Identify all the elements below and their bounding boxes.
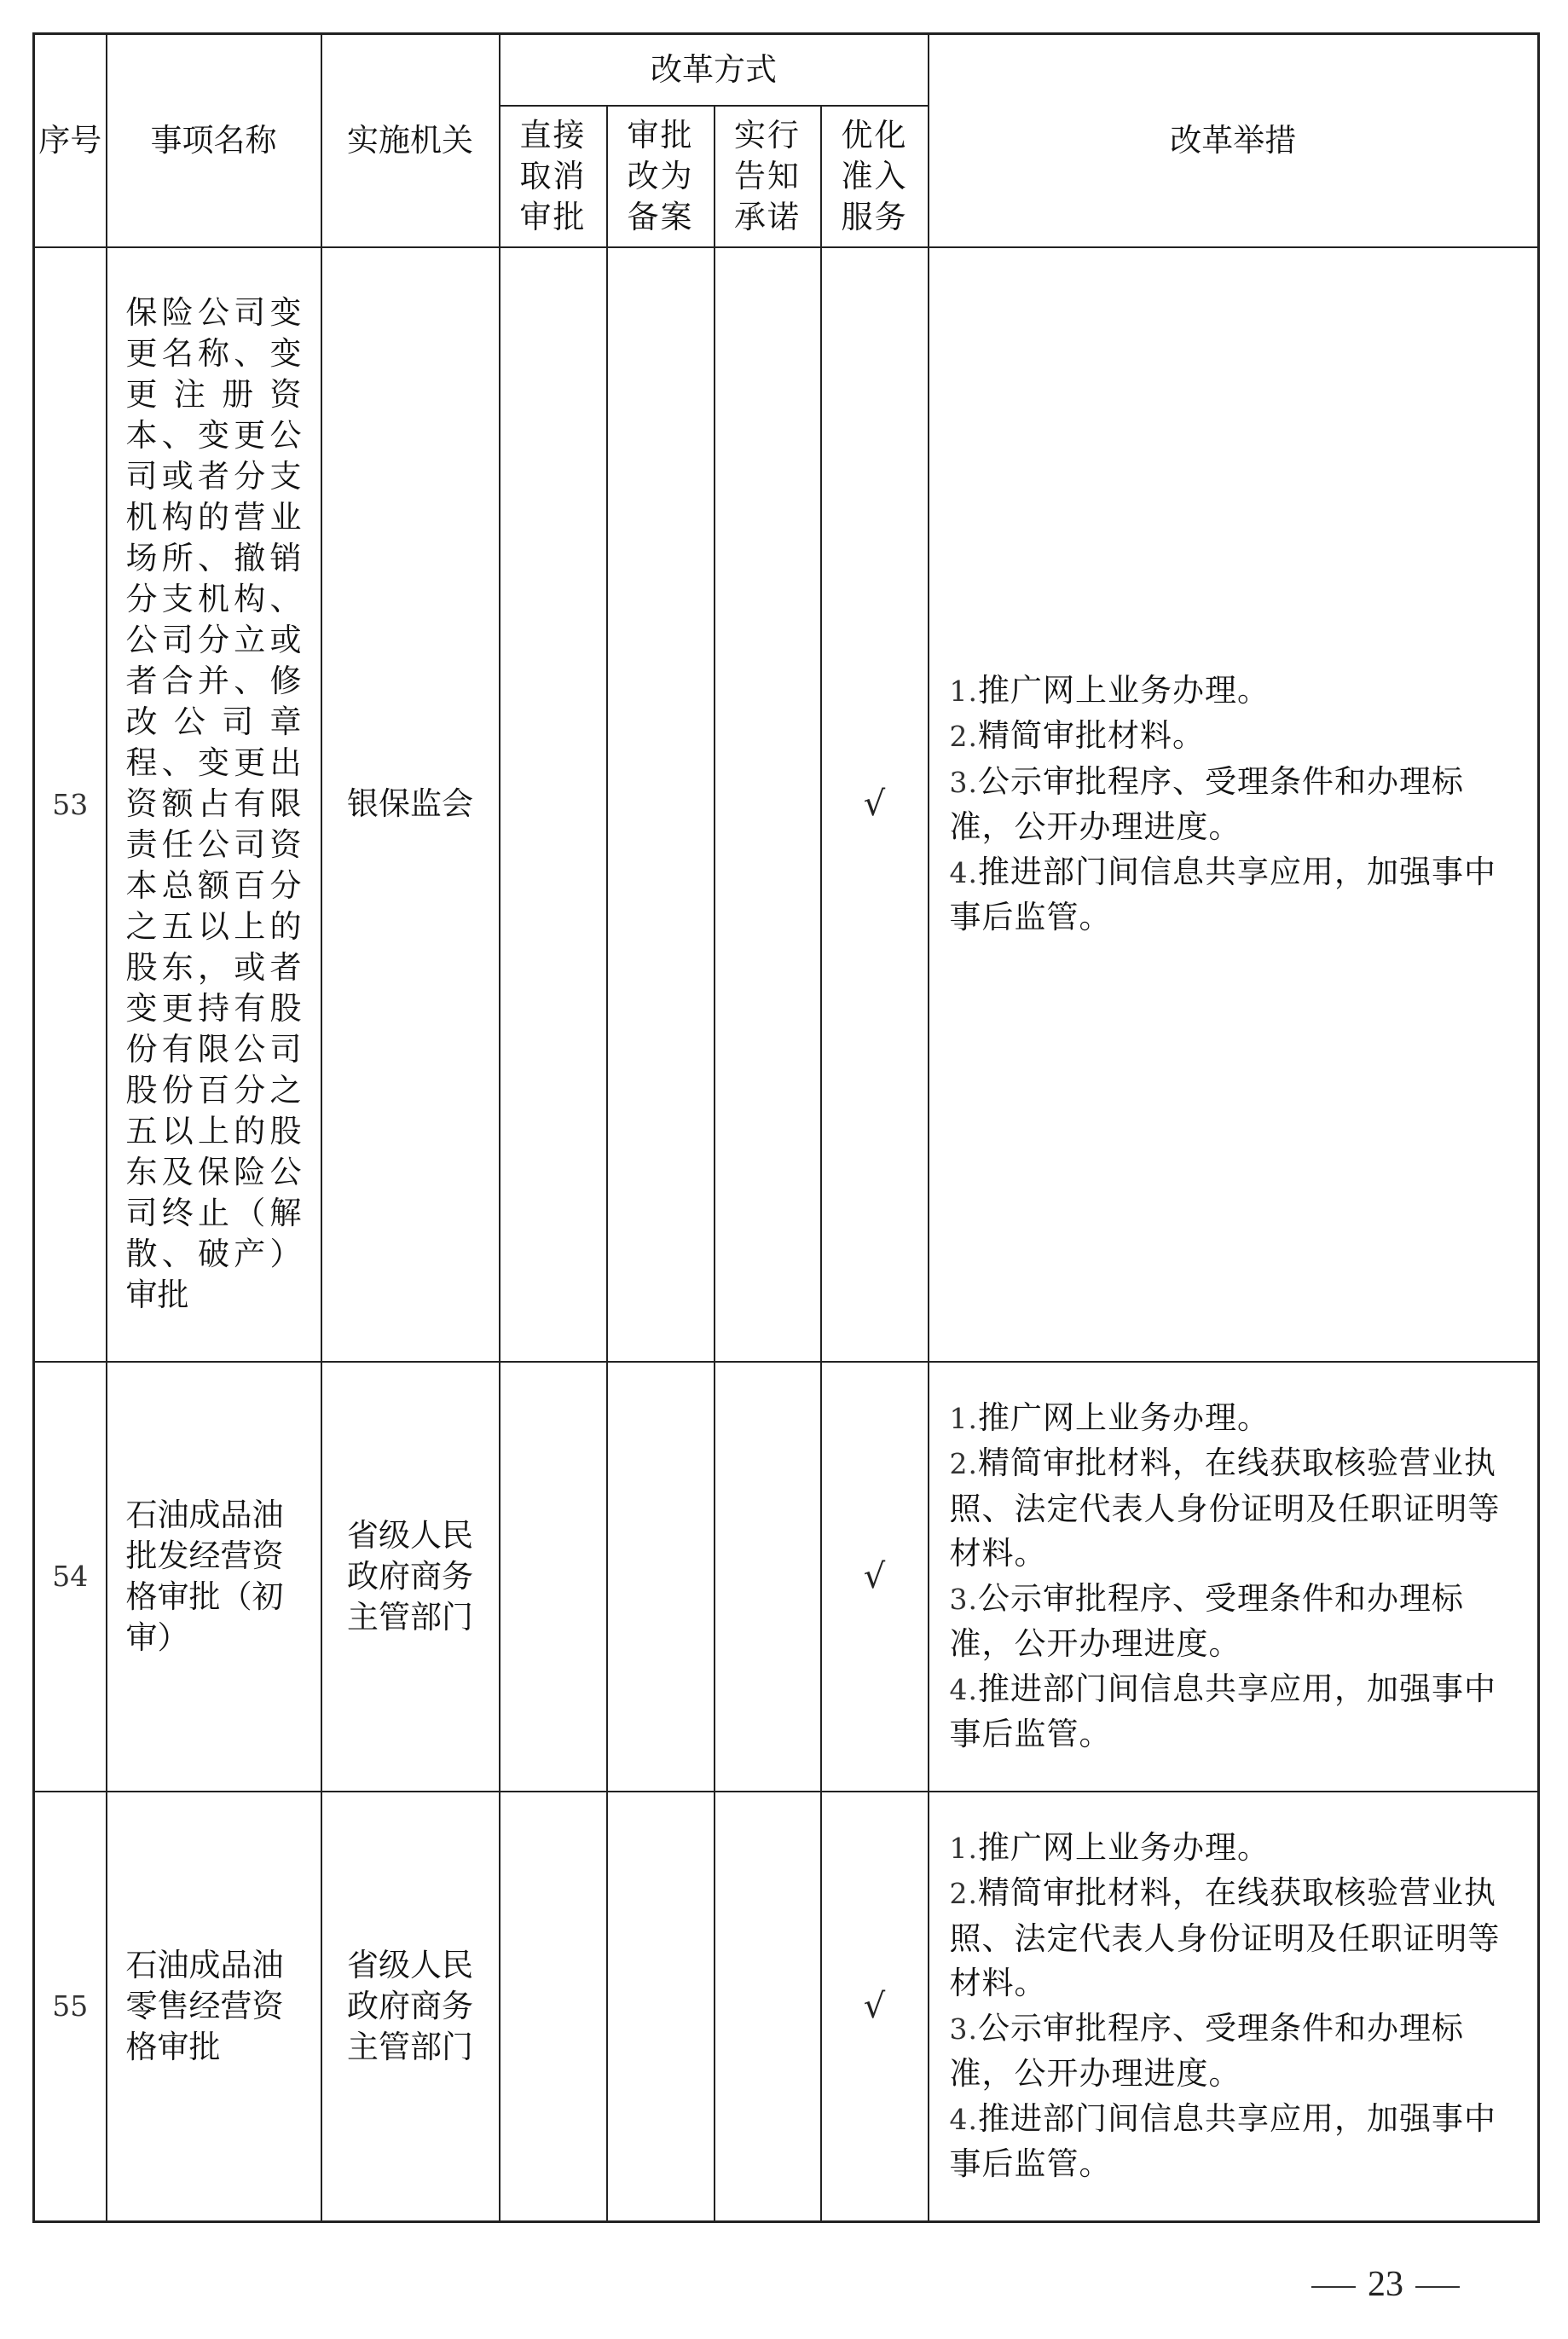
row-method-notify [715,1362,821,1792]
row-seq: 53 [34,247,107,1362]
table-row [34,1362,1539,1792]
dash-right [1415,2286,1460,2288]
header-row-top [34,34,1539,106]
reform-table [32,32,1540,2223]
header-method-group: 改革方式 [500,34,929,106]
measure-item: 1.推广网上业务办理。 [949,1398,1270,1436]
row-method-optimize-check: √ [821,1792,929,2222]
header-seq: 序号 [34,34,107,247]
header-measures: 改革举措 [929,34,1539,247]
header-method-optimize: 优化准入服务 [821,106,929,247]
measure-item: 4.推进部门间信息共享应用，加强事中事后监管。 [949,1670,1496,1752]
row-agency: 银保监会 [321,247,500,1362]
row-agency: 省级人民政府商务主管部门 [321,1792,500,2222]
measure-item: 4.推进部门间信息共享应用，加强事中事后监管。 [949,2099,1496,2183]
row-method-cancel [500,1362,607,1792]
row-method-optimize-check: √ [821,1362,929,1792]
row-method-record [607,247,715,1362]
row-name: 石油成品油零售经营资格审批 [107,1792,321,2222]
header-agency: 实施机关 [321,34,500,247]
dash-left [1311,2286,1356,2288]
measure-item: 2.精简审批材料。 [949,717,1205,754]
row-method-notify [715,1792,821,2222]
row-measures [929,1362,1539,1792]
row-seq: 54 [34,1362,107,1792]
table-row [34,1792,1539,2222]
row-method-optimize-check: √ [821,247,929,1362]
page-number [1279,2264,1492,2315]
measure-item: 2.精简审批材料，在线获取核验营业执照、法定代表人身份证明及任职证明等材料。 [949,1874,1501,2002]
header-method-record: 审批改为备案 [607,106,715,247]
row-agency: 省级人民政府商务主管部门 [321,1362,500,1792]
row-method-record [607,1792,715,2222]
measure-item: 3.公示审批程序、受理条件和办理标准，公开办理进度。 [949,2009,1464,2093]
row-method-record [607,1362,715,1792]
row-name: 石油成品油批发经营资格审批（初审） [107,1362,321,1792]
measure-item: 4.推进部门间信息共享应用，加强事中事后监管。 [949,853,1496,935]
table-row [34,247,1539,1362]
measure-item: 1.推广网上业务办理。 [949,1828,1270,1866]
measure-item: 3.公示审批程序、受理条件和办理标准，公开办理进度。 [949,762,1464,845]
row-method-cancel [500,1792,607,2222]
row-method-cancel [500,247,607,1362]
header-name: 事项名称 [107,34,321,247]
header-method-notify: 实行告知承诺 [715,106,821,247]
row-measures [929,1792,1539,2222]
row-method-notify [715,247,821,1362]
measure-item: 1.推广网上业务办理。 [949,671,1270,709]
measure-item: 2.精简审批材料，在线获取核验营业执照、法定代表人身份证明及任职证明等材料。 [949,1445,1501,1572]
row-name: 保险公司变更名称、变更注册资本、变更公司或者分支机构的营业场所、撤销分支机构、公司分立或者合并、修改公司章程、变更出资额占有限责任公司资本总额百分之五以上的股东，或者变更持有股份有限公司股份百分之五以上的股东及保险公司终止（解散、破产）审批 [107,247,321,1362]
header-method-cancel: 直接取消审批 [500,106,607,247]
row-measures [929,247,1539,1362]
measure-item: 3.公示审批程序、受理条件和办理标准，公开办理进度。 [949,1579,1464,1662]
row-seq: 55 [34,1792,107,2222]
page-number-value: 23 [1368,2265,1403,2304]
